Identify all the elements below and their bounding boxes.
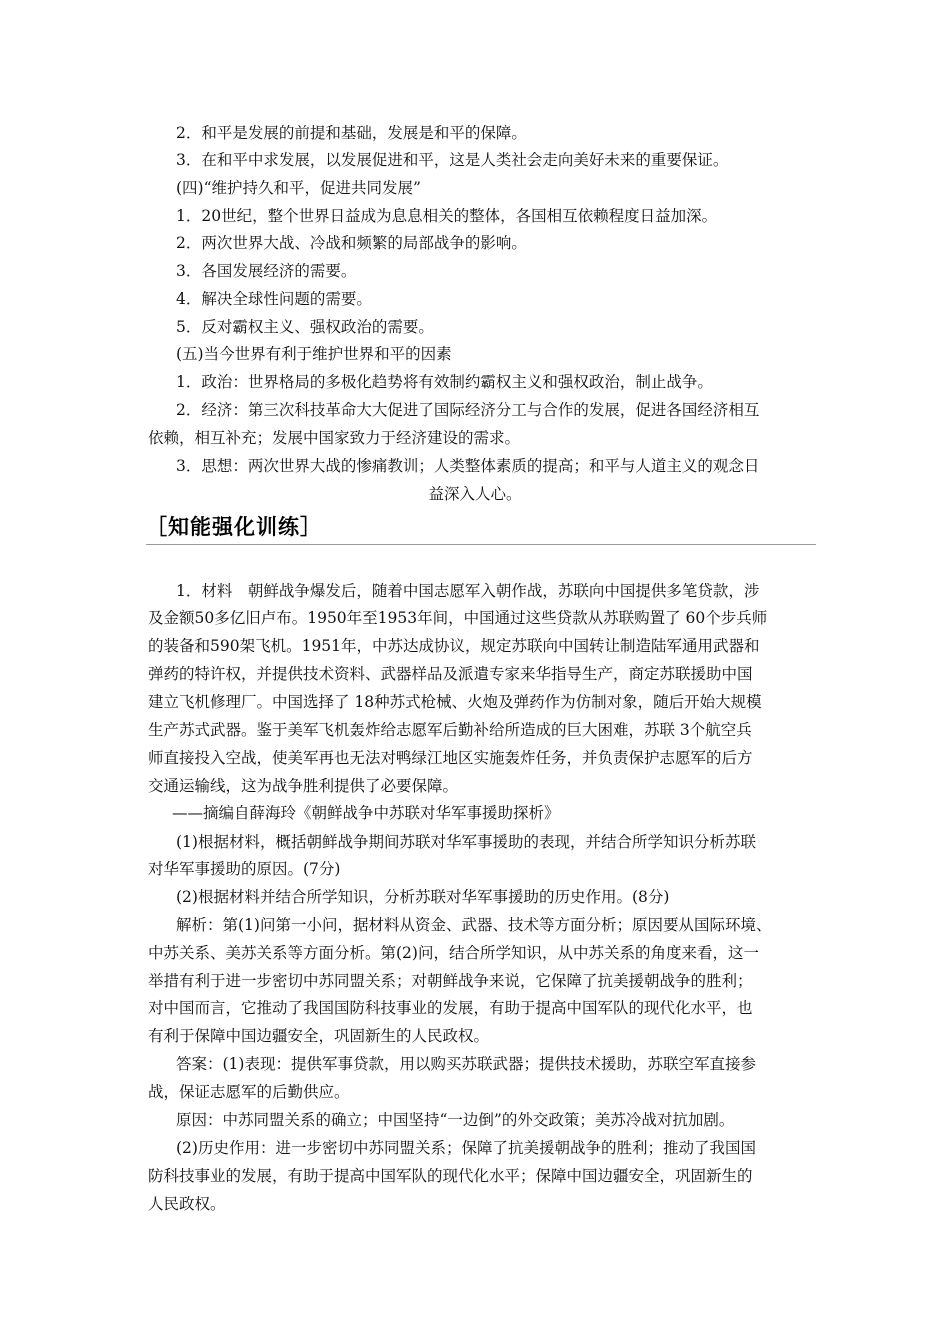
answer-line: 答案：(1)表现：提供军事贷款，用以购买苏联武器；提供技术援助，苏联空军直接参 [176, 1055, 756, 1073]
analysis-line: 举措有利于进一步密切中苏同盟关系；对朝鲜战争来说，它保障了抗美援朝战争的胜利； [148, 972, 753, 990]
answer-line: (2)历史作用：进一步密切中苏同盟关系；保障了抗美援朝战争的胜利；推动了我国国 [176, 1139, 756, 1157]
material-line: 交通运输线，这为战争胜利提供了必要保障。 [148, 777, 459, 795]
material-line: 生产苏式武器。鉴于美军飞机轰炸给志愿军后勤补给所造成的巨大困难，苏联 3个航空兵 [148, 721, 752, 739]
text-line: 2．两次世界大战、冷战和频繁的局部战争的影响。 [176, 234, 527, 252]
analysis-line: 解析：第(1)问第一小问，据材料从资金、武器、技术等方面分析；原因要从国际环境、 [176, 916, 772, 934]
text-line: 依赖，相互补充；发展中国家致力于经济建设的需求。 [148, 429, 521, 447]
answer-line: 人民政权。 [148, 1195, 226, 1213]
material-line: 弹药的特许权，并提供技术资料、武器样品及派遣专家来华指导生产，商定苏联援助中国 [148, 665, 753, 683]
text-line: 益深入人心。 [428, 485, 522, 503]
answer-line: 防科技事业的发展，有助于提高中国军队的现代化水平；保障中国边疆安全，巩固新生的 [148, 1167, 753, 1185]
text-line: 3．各国发展经济的需要。 [176, 262, 357, 280]
analysis-line: 有利于保障中国边疆安全，巩固新生的人民政权。 [148, 1027, 490, 1045]
text-line: 5．反对霸权主义、强权政治的需要。 [176, 318, 434, 336]
material-line: 的装备和590架飞机。1951年，中苏达成协议，规定苏联向中国转让制造陆军通用武器和 [148, 637, 760, 655]
training-header-title: ［知能强化训练］ [146, 515, 322, 539]
answer-line: 战，保证志愿军的后勤供应。 [148, 1083, 350, 1101]
text-line: 2．经济：第三次科技革命大大促进了国际经济分工与合作的发展，促进各国经济相互 [176, 401, 760, 419]
text-line: 1．20世纪，整个世界日益成为息息相关的整体，各国相互依赖程度日益加深。 [176, 207, 718, 225]
text-line: 4．解决全球性问题的需要。 [176, 290, 372, 308]
text-line: 3．思想：两次世界大战的惨痛教训；人类整体素质的提高；和平与人道主义的观念日 [176, 457, 760, 475]
material-line: 及金额50多亿旧卢布。1950年至1953年间，中国通过这些贷款从苏联购置了 60个步兵师 [148, 609, 768, 627]
text-line: 3．在和平中求发展，以发展促进和平，这是人类社会走向美好未来的重要保证。 [176, 151, 729, 169]
sub-question: (2)根据材料并结合所学知识，分析苏联对华军事援助的历史作用。(8分) [176, 888, 670, 906]
material-line: 建立飞机修理厂。中国选择了 18种苏式枪械、火炮及弹药作为仿制对象，随后开始大规模 [148, 693, 762, 711]
training-header [146, 512, 816, 546]
analysis-line: 中苏关系、美苏关系等方面分析。第(2)问，结合所学知识，从中苏关系的角度来看，这一 [148, 944, 759, 962]
material-line: 1．材料 朝鲜战争爆发后，随着中国志愿军入朝作战，苏联向中国提供多笔贷款，涉 [176, 582, 760, 600]
answer-line: 原因：中苏同盟关系的确立；中国坚持“一边倒”的外交政策；美苏冷战对抗加剧。 [176, 1111, 735, 1129]
sub-question: 对华军事援助的原因。(7分) [148, 860, 341, 878]
material-line: 师直接投入空战，使美军再也无法对鸭绿江地区实施轰炸任务，并负责保护志愿军的后方 [148, 749, 753, 767]
sub-question: (1)根据材料，概括朝鲜战争期间苏联对华军事援助的表现，并结合所学知识分析苏联 [176, 833, 756, 851]
header-divider [146, 544, 816, 545]
analysis-line: 对中国而言，它推动了我国国防科技事业的发展，有助于提高中国军队的现代化水平，也 [148, 999, 753, 1017]
section-heading: (五)当今世界有利于维护世界和平的因素 [176, 345, 452, 363]
text-line: 1．政治：世界格局的多极化趋势将有效制约霸权主义和强权政治，制止战争。 [176, 373, 713, 391]
text-line: 2．和平是发展的前提和基础，发展是和平的保障。 [176, 124, 527, 142]
section-heading: (四)“维护持久和平，促进共同发展” [176, 179, 421, 197]
material-source: ——摘编自薛海玲《朝鲜战争中苏联对华军事援助探析》 [172, 804, 560, 822]
